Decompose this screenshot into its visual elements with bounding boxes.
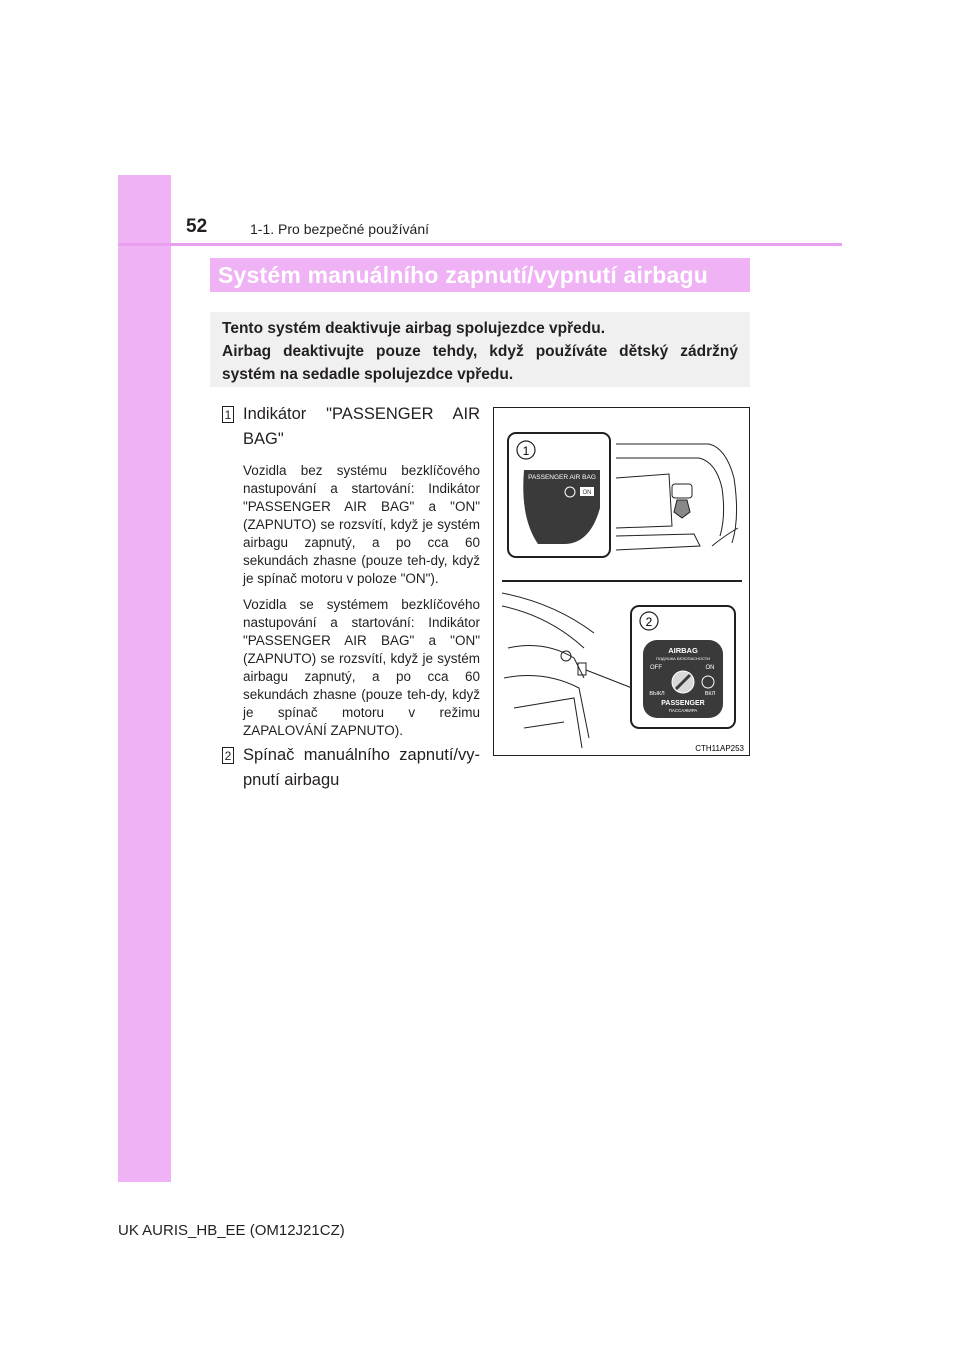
switch-off-label: OFF xyxy=(650,665,662,671)
intro-line-1: Tento systém deaktivuje airbag spolujezdce vpředu. xyxy=(222,320,606,337)
switch-off-ru-label: ВЫКЛ xyxy=(649,691,665,697)
figure-code: CTH11AP253 xyxy=(695,744,744,753)
header-divider xyxy=(118,243,842,246)
callout-1-label: 1 xyxy=(522,444,530,458)
side-tab-bar xyxy=(118,175,171,1182)
indicator-on-label: ON xyxy=(582,490,592,496)
intro-box xyxy=(210,312,750,387)
item-number-box: 2 xyxy=(222,747,234,764)
switch-subtitle: ПОДУШКА БЕЗОПАСНОСТИ xyxy=(655,656,711,661)
dashboard-top-lines xyxy=(616,444,738,550)
figure-illustration xyxy=(493,407,750,756)
switch-passenger-ru-label: ПАССАЖИРА xyxy=(668,708,698,713)
item-description: Vozidla bez systému bezklíčového nastupování a startování: Indikátor "PASSENGER AIR BAG" a "ON" (ZAPNUTO) se rozsvítí, když je systém airbagu zapnutý, a po cca 60 sekundách zhasne (pouze teh-dy, když je spínač motoru v poloze "ON"). xyxy=(243,463,480,586)
intro-line-2: Airbag deaktivujte pouze tehdy, když používáte dětský zádržný systém na sedadle spolujezdce vpředu. xyxy=(222,343,738,383)
footer-model: UK AURIS_HB_EE (OM12J21CZ) xyxy=(118,1222,345,1239)
switch-on-ru-label: ВКЛ xyxy=(704,691,716,697)
switch-on-label: ON xyxy=(705,665,715,671)
switch-title: AIRBAG xyxy=(668,646,698,655)
item-1 xyxy=(222,402,480,740)
item-number-box: 1 xyxy=(222,406,234,423)
indicator-label: PASSENGER AIR BAG xyxy=(528,474,596,481)
callout-2-label: 2 xyxy=(645,615,653,629)
item-2 xyxy=(222,743,480,793)
chapter-title: 1-1. Pro bezpečné používání xyxy=(250,221,430,237)
airbag-illustration xyxy=(494,408,751,757)
item-title: Indikátor "PASSENGER AIR BAG" xyxy=(243,405,480,448)
item-description: Vozidla se systémem bezklíčového nastupování a startování: Indikátor "PASSENGER AIR BAG" a "ON" (ZAPNUTO) se rozsvítí, když je systém airbagu zapnutý, a po cca 60 sekundách zhasne (pouze teh-dy, když je spínač motoru v režimu ZAPALOVÁNÍ ZAPNUTO). xyxy=(243,597,480,738)
dashboard-bottom-lines xyxy=(502,593,632,748)
item-title: Spínač manuálního zapnutí/vy-pnutí airbagu xyxy=(243,746,480,789)
switch-passenger-label: PASSENGER xyxy=(661,700,705,707)
section-title: Systém manuálního zapnutí/vypnutí airbagu xyxy=(210,258,750,292)
page-number: 52 xyxy=(186,216,208,237)
